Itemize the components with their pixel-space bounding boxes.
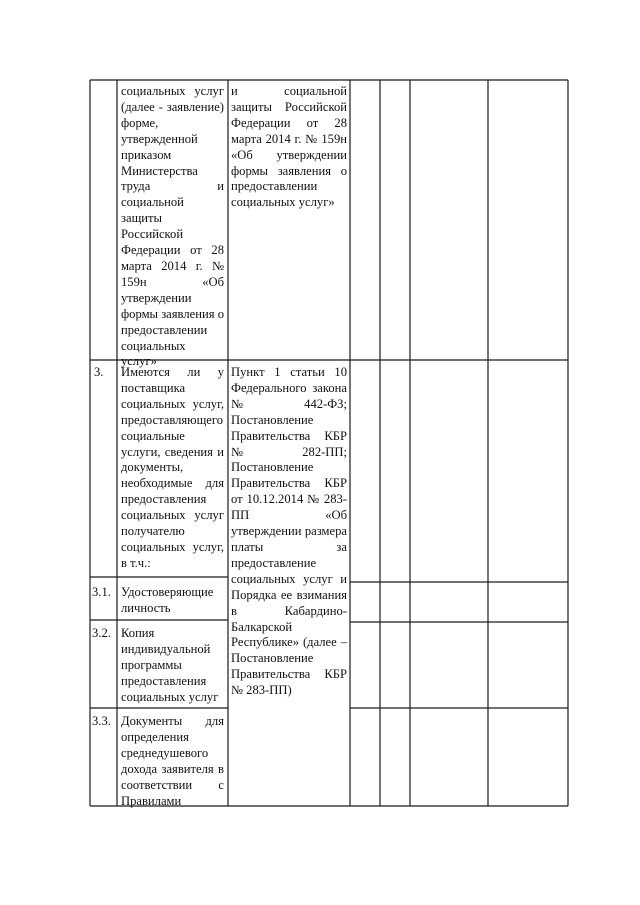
- row-continuation-text: социальных услуг (далее - заявление) форме, утвержденной приказом Министерства труда и социальной защиты Российской Федерации от 28 марта 2014 г. № 159н «Об утверждении формы заявления о предоставлении социальных услуг»: [121, 84, 224, 369]
- row-3-3-number: 3.3.: [92, 714, 111, 728]
- row-3-text: Имеются ли у поставщика социальных услуг, предоставляющего социальные услуги, сведения и документы, необходимые для предоставления социальных услуг получателю социальных услуг, в т.ч.:: [121, 365, 224, 570]
- row-3-number: 3.: [94, 365, 104, 379]
- row-3-1-number: 3.1.: [92, 585, 111, 599]
- row-continuation-basis: и социальной защиты Российской Федерации от 28 марта 2014 г. № 159н «Об утверждении формы заявления о предоставлении социальных услуг»: [231, 84, 347, 210]
- row-3-1-text: Удостоверяющие личность: [121, 585, 214, 615]
- row-3-2-text: Копия индивидуальной программы предоставления социальных услуг: [121, 626, 219, 704]
- row-3-2-number: 3.2.: [92, 626, 111, 640]
- row-3-basis: Пункт 1 статьи 10 Федерального закона № 442-ФЗ; Постановление Правительства КБР № 282-ПП; Постановление Правительства КБР от 10.12.2014 № 283-ПП «Об утверждении размера платы за предоставление социальных услуг и Порядка ее взимания в Кабардино-Балкарской Республике» (далее – Постановление Правительства КБР № 283-ПП): [231, 365, 347, 698]
- row-3-3-text: Документы для определения среднедушевого дохода заявителя в соответствии с Правилами: [121, 714, 224, 808]
